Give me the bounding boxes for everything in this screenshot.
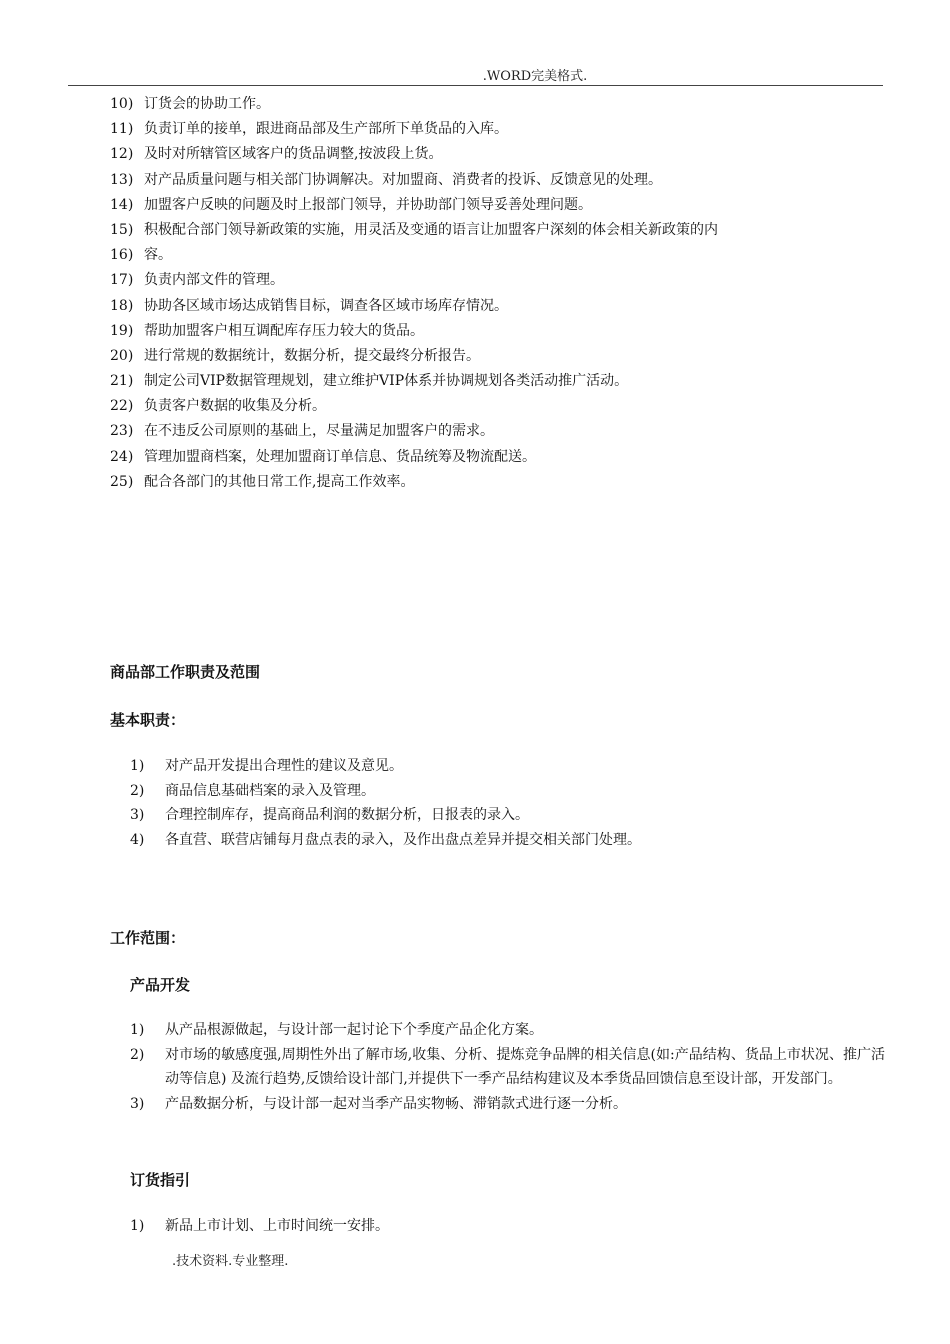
header-divider [68,85,883,86]
list-item-text: 订货会的协助工作。 [144,96,270,112]
list-item [110,193,890,218]
list-item-text: 加盟客户反映的问题及时上报部门领导，并协助部门领导妥善处理问题。 [144,196,592,213]
list-item-number: 11) [110,121,134,138]
list-item-number: 10) [110,96,134,112]
responsibility-list [110,92,890,495]
list-item-text: 协助各区域市场达成销售目标，调查各区域市场库存情况。 [144,297,508,314]
list-item [110,319,890,344]
list-item-text: 帮助加盟客户相互调配库存压力较大的货品。 [144,322,424,339]
list-item-number: 23) [110,423,134,440]
page-footer: .技术资料.专业整理. [172,1254,289,1269]
list-item-number: 14) [110,196,134,213]
page-header: .WORD完美格式. [482,69,588,84]
list-item-number: 12) [110,146,134,163]
list-item-text: 负责内部文件的管理。 [144,272,284,289]
list-item [130,754,885,779]
list-item [110,117,890,142]
list-item-text: 各直营、联营店铺每月盘点表的录入，及作出盘点差异并提交相关部门处理。 [165,831,641,848]
basic-duties-list [130,754,885,852]
list-item [110,394,890,419]
list-item [110,92,890,117]
list-item-number: 20) [110,347,134,364]
list-item-number: 21) [110,373,134,390]
list-item [110,445,890,470]
list-item [130,1043,885,1092]
list-item [130,1018,885,1043]
list-item-number: 16) [110,247,134,264]
work-scope-title: 工作范围： [110,929,186,947]
list-item [130,779,885,804]
list-item-number: 2) [130,1046,145,1063]
list-item [110,243,890,268]
list-item-text: 进行常规的数据统计，数据分析，提交最终分析报告。 [144,347,480,364]
list-item-text: 制定公司VIP数据管理规划，建立维护VIP体系并协调规划各类活动推广活动。 [144,373,629,390]
product-dev-title: 产品开发 [130,976,191,994]
list-item [110,470,890,495]
list-item-text: 商品信息基础档案的录入及管理。 [165,782,375,799]
list-item-text: 容。 [144,247,172,264]
list-item-text: 配合各部门的其他日常工作,提高工作效率。 [144,473,415,490]
list-item-text: 合理控制库存，提高商品利润的数据分析，日报表的录入。 [165,807,529,823]
list-item [110,369,890,394]
list-item-number: 13) [110,171,134,188]
list-item-number: 1) [130,1218,145,1234]
list-item-text: 对市场的敏感度强,周期性外出了解市场,收集、分析、提炼竞争品牌的相关信息(如:产品结构、货品上市状况、推广活动等信息) 及流行趋势,反馈给设计部门,并提供下一季产品结构建议及本季货品回馈信息至设计部，开发部门。 [165,1046,885,1087]
list-item-number: 3) [130,1095,145,1112]
list-item-text: 负责订单的接单，跟进商品部及生产部所下单货品的入库。 [144,121,508,138]
list-item-text: 产品数据分析，与设计部一起对当季产品实物畅、滞销款式进行逐一分析。 [165,1095,627,1112]
list-item-text: 负责客户数据的收集及分析。 [144,398,326,415]
list-item-text: 新品上市计划、上市时间统一安排。 [165,1218,389,1234]
list-item-text: 管理加盟商档案，处理加盟商订单信息、货品统筹及物流配送。 [144,448,536,465]
list-item [130,803,885,828]
list-item [110,344,890,369]
list-item-number: 15) [110,221,134,238]
list-item [130,1214,885,1239]
list-item-number: 2) [130,782,145,799]
list-item-number: 19) [110,322,134,339]
basic-duties-title: 基本职责： [110,711,186,729]
list-item-number: 22) [110,398,134,415]
list-item-text: 积极配合部门领导新政策的实施，用灵活及变通的语言让加盟客户深刻的体会相关新政策的内 [144,221,718,238]
list-item [110,168,890,193]
list-item-text: 对产品开发提出合理性的建议及意见。 [165,758,403,774]
list-item-number: 25) [110,473,134,490]
order-guide-title: 订货指引 [130,1171,191,1189]
list-item [110,142,890,167]
list-item-text: 在不违反公司原则的基础上，尽量满足加盟客户的需求。 [144,423,494,440]
list-item [130,828,885,853]
list-item-text: 及时对所辖管区域客户的货品调整,按波段上货。 [144,146,443,163]
list-item-number: 1) [130,758,145,774]
order-guide-list [130,1214,885,1239]
list-item [130,1092,885,1117]
list-item-number: 18) [110,297,134,314]
list-item [110,419,890,444]
list-item [110,268,890,293]
list-item-number: 3) [130,807,145,823]
list-item-number: 1) [130,1022,145,1038]
list-item-number: 17) [110,272,134,289]
list-item-number: 24) [110,448,134,465]
list-item [110,294,890,319]
list-item-text: 对产品质量问题与相关部门协调解决。对加盟商、消费者的投诉、反馈意见的处理。 [144,171,662,188]
section-title: 商品部工作职责及范围 [110,663,261,681]
list-item-text: 从产品根源做起，与设计部一起讨论下个季度产品企化方案。 [165,1022,543,1038]
list-item [110,218,890,243]
product-dev-list [130,1018,885,1116]
list-item-number: 4) [130,831,145,848]
